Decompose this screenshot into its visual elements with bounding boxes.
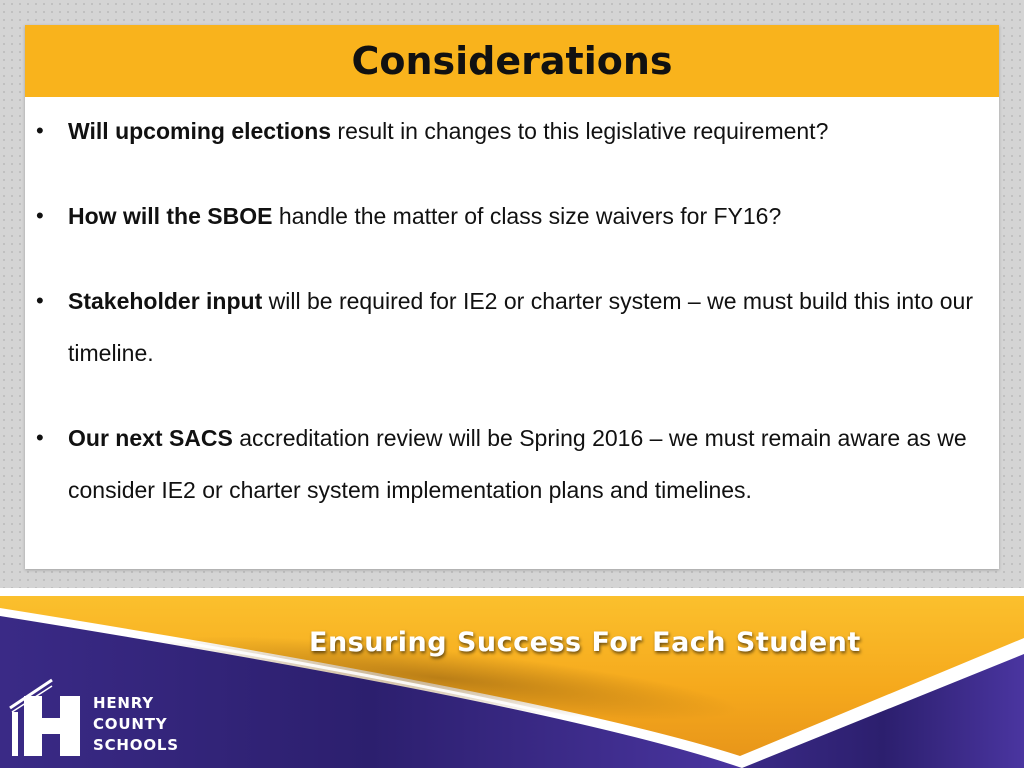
bullet-dot-icon: • bbox=[36, 118, 44, 143]
logo-line-henry: HENRY bbox=[93, 694, 154, 712]
bullet-dot-icon: • bbox=[36, 425, 44, 450]
bullet-lead-text: How will the SBOE bbox=[68, 203, 273, 229]
title-bar bbox=[25, 25, 999, 97]
slide-content-card bbox=[25, 25, 999, 569]
logo-line-schools: SCHOOLS bbox=[93, 736, 179, 754]
bullet-lead-text: Will upcoming elections bbox=[68, 118, 332, 144]
footer-tagline: Ensuring Success For Each Student bbox=[309, 627, 861, 658]
bullet-lead-text: Stakeholder input bbox=[68, 288, 263, 314]
bullet-list bbox=[25, 105, 999, 516]
bullet-body-text: accreditation review will be Spring 2016 – we must remain aware as we consider IE2 or charter system implementation plans and timelines. bbox=[68, 425, 967, 503]
schoolhouse-h-logo-icon bbox=[8, 678, 86, 758]
bullet-lead-text: Our next SACS bbox=[68, 425, 233, 451]
bullet-body-text: result in changes to this legislative requirement? bbox=[331, 118, 829, 144]
logo-line-county: COUNTY bbox=[93, 715, 168, 733]
bullet-body-text: handle the matter of class size waivers for FY16? bbox=[272, 203, 782, 229]
bullet-item-2 bbox=[25, 190, 999, 242]
bullet-item-3 bbox=[25, 275, 999, 379]
district-logo-text bbox=[93, 693, 179, 756]
bullet-item-4 bbox=[25, 412, 999, 516]
slide-title: Considerations bbox=[351, 39, 673, 83]
bullet-dot-icon: • bbox=[36, 288, 44, 313]
bullet-item-1 bbox=[25, 105, 999, 157]
bullet-dot-icon: • bbox=[36, 203, 44, 228]
bullet-body-text: will be required for IE2 or charter system – we must build this into our timeline. bbox=[68, 288, 973, 366]
